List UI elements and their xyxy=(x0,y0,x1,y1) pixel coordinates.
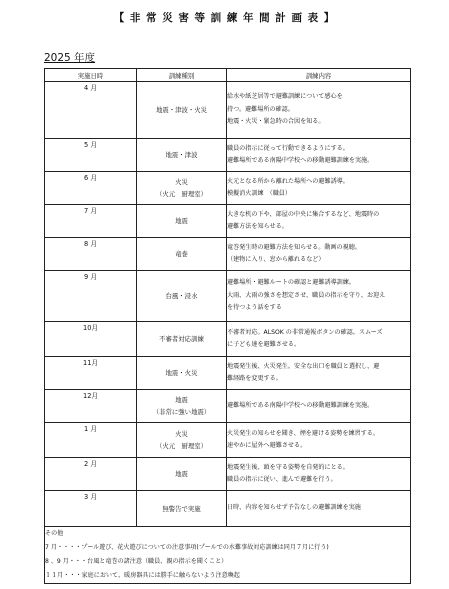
table-row xyxy=(45,139,411,172)
training-schedule-table xyxy=(44,68,411,584)
content-line: 職員の指示に従って行動できるようにする。 xyxy=(227,144,349,152)
cell-date: 2 月 xyxy=(45,458,137,491)
table-row xyxy=(45,458,411,491)
type-line: 地震・津波 xyxy=(165,151,198,159)
content-line: 職員の指示に従い、進んで避難を行う。 xyxy=(227,476,337,483)
table-row xyxy=(45,322,411,357)
cell-type xyxy=(137,205,227,238)
type-line: 火災 xyxy=(175,178,188,186)
year-label: 2025 年度 xyxy=(44,52,96,64)
notes-row xyxy=(45,527,411,584)
type-line: 火災 xyxy=(175,430,188,438)
table-row xyxy=(45,238,411,271)
table-row xyxy=(45,271,411,322)
note-line: １１月・・・家庭において、暖房器具には勝手に触らないよう注意喚起 xyxy=(45,572,240,579)
content-line: に子ども達を避難させる。 xyxy=(227,341,301,348)
cell-date: 10月 xyxy=(45,322,137,357)
table-row xyxy=(45,205,411,238)
cell-type xyxy=(137,390,227,423)
cell-type xyxy=(137,357,227,390)
cell-date: 7 月 xyxy=(45,205,137,238)
content-line: 地震発生後、火災発生。安全な出口を職員と選択し、避 xyxy=(227,362,380,370)
table-row xyxy=(45,82,411,139)
content-line: 地震発生後、頭を守る姿勢を自発的にとる。 xyxy=(227,463,349,471)
type-line: 地震 xyxy=(175,217,188,225)
cell-content xyxy=(227,423,411,458)
table-row xyxy=(45,357,411,390)
cell-type xyxy=(137,458,227,491)
content-line: 給水や紙芝居等で避難訓練について感心を xyxy=(227,93,343,101)
content-line: 避難場所である南陽中学校への移動避難訓練を実施。 xyxy=(227,157,374,164)
content-line: 速やかに屋外へ避難させる。 xyxy=(227,442,307,449)
content-line: 大きな机の下や、部屋の中央に集合するなど、地震時の xyxy=(227,210,380,218)
type-line: 地震 xyxy=(175,396,188,404)
content-line: （建物に入り、窓から離れるなど） xyxy=(227,256,325,263)
cell-content xyxy=(227,357,411,390)
type-line: （火元 厨理室） xyxy=(155,190,208,198)
cell-type xyxy=(137,172,227,205)
cell-date: 8 月 xyxy=(45,238,137,271)
cell-date: 5 月 xyxy=(45,139,137,172)
content-line: 避難場所である南陽中学校への移動避難訓練を実施。 xyxy=(227,401,374,409)
table-row xyxy=(45,390,411,423)
content-line: 模擬消火訓練 （職員） xyxy=(227,190,291,197)
content-line: 不審者対応。ALSOK の非常通報ボタンの確認。スムーズ xyxy=(227,328,383,336)
table-row xyxy=(45,491,411,527)
content-line: 避難場所・避難ルートの確認と避難誘導訓練。 xyxy=(227,279,355,287)
cell-content xyxy=(227,139,411,172)
cell-date: 12月 xyxy=(45,390,137,423)
cell-date: 9 月 xyxy=(45,271,137,322)
note-line: その他 xyxy=(45,530,64,537)
cell-type xyxy=(137,139,227,172)
cell-content xyxy=(227,458,411,491)
content-line: 火元となる所から離れた場所への避難誘導。 xyxy=(227,177,349,185)
content-line: 難経路を変更する。 xyxy=(227,375,282,382)
content-line: 竜巻発生時の避難方法を知らせる。動画の視聴。 xyxy=(227,243,361,251)
table-row xyxy=(45,172,411,205)
table-row xyxy=(45,423,411,458)
cell-content xyxy=(227,322,411,357)
type-line: （非常に強い地震） xyxy=(152,408,211,416)
type-line: 地震・津波・火災 xyxy=(155,106,208,114)
table-header-row xyxy=(45,69,411,82)
cell-content xyxy=(227,390,411,423)
type-line: 地震・火災 xyxy=(165,369,198,377)
cell-content xyxy=(227,238,411,271)
cell-type xyxy=(137,82,227,139)
cell-date: 11月 xyxy=(45,357,137,390)
type-line: 無警告で実施 xyxy=(162,504,201,513)
cell-type xyxy=(137,423,227,458)
content-line: 火災発生の知らせを聞き、煙を避ける姿勢を練習する。 xyxy=(227,429,379,437)
type-line: 竜巻 xyxy=(175,250,188,258)
content-line: 持つ。避難場所の確認。 xyxy=(227,105,294,113)
type-line: 不審者対応訓練 xyxy=(159,335,204,343)
cell-type xyxy=(137,322,227,357)
content-line: 地震・火災・緊急時の合図を知る。 xyxy=(227,118,325,126)
cell-date: 1 月 xyxy=(45,423,137,458)
header-date: 実施日時 xyxy=(45,69,137,82)
document-title: 【 非 常 災 害 等 訓 練 年 間 計 画 表 】 xyxy=(113,12,336,24)
cell-content xyxy=(227,82,411,139)
cell-type xyxy=(137,491,227,527)
cell-content xyxy=(227,205,411,238)
type-line: 地震 xyxy=(175,470,188,478)
header-content: 訓練内容 xyxy=(227,69,411,82)
cell-content xyxy=(227,172,411,205)
note-line: 7 月・・・・プール遊び、花火遊びについての注意事項(プールでの水難事故対応訓練は同月７月に行う) xyxy=(45,544,329,551)
header-type: 訓練種別 xyxy=(137,69,227,82)
note-line: 8 、9 月・・・台風と竜巻の諸注意（職員、親の指示を聞くこと） xyxy=(45,558,228,565)
cell-type xyxy=(137,271,227,322)
content-line: 大雨、大雨の強さを想定させ、職員の指示を守り、お迎え xyxy=(227,291,386,299)
cell-type xyxy=(137,238,227,271)
content-line: を待つよう話をする xyxy=(227,304,282,312)
type-line: （火元 厨理室） xyxy=(155,442,208,450)
cell-content xyxy=(227,491,411,527)
cell-date: 3 月 xyxy=(45,491,137,527)
content-line: 避難方法を知らせる。 xyxy=(227,223,288,230)
type-line: 台風・浸水 xyxy=(165,292,198,300)
cell-date: 4 月 xyxy=(45,82,137,139)
cell-content xyxy=(227,271,411,322)
cell-date: 6 月 xyxy=(45,172,137,205)
content-line: 日時、内容を知らせず予告なしの避難訓練を実施 xyxy=(227,504,361,512)
notes-cell xyxy=(45,527,411,584)
